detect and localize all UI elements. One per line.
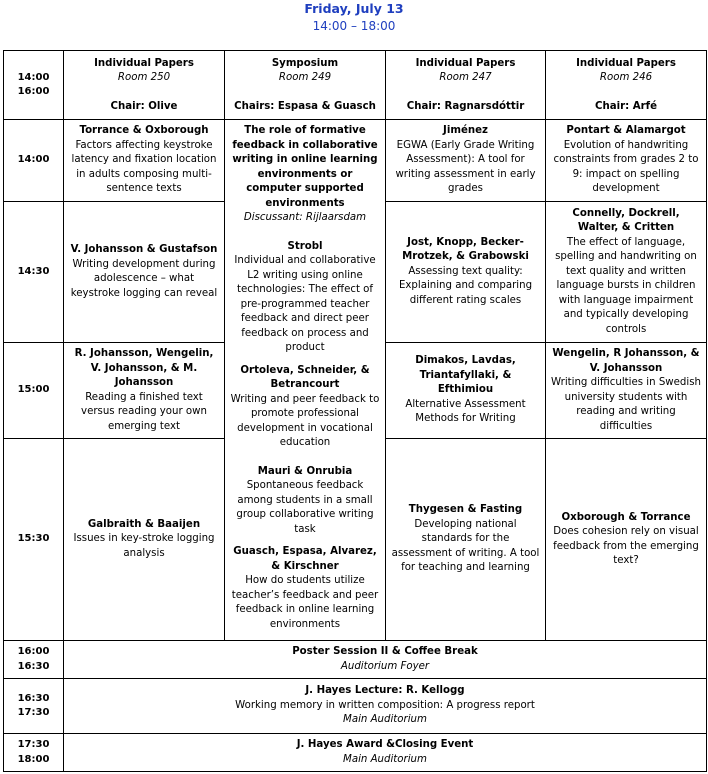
paper-cell: Dimakos, Lavdas, Triantafyllaki, & Efthimiou Alternative Assessment Methods for Writing: [386, 343, 546, 439]
time-cell: 15:00: [4, 343, 64, 439]
paper-cell: Connelly, Dockrell, Walter, & Critten The effect of language, spelling and handwriting on text quality and written language bursts in children with language impairment and typically developing controls: [546, 202, 707, 343]
paper-cell: Pontart & Alamargot Evolution of handwriting constraints from grades 2 to 9: impact on spelling development: [546, 120, 707, 202]
time-cell: 15:30: [4, 439, 64, 641]
time-cell: 17:30 18:00: [4, 734, 64, 772]
symposium-cell: The role of formative feedback in collaborative writing in online learning environments or computer supported environments Discussant: Rijlaarsdam Strobl Individual and collaborative L2 writing using online technologies: The effect of pre-programmed teacher feedback and direct peer feedback on process and product Ortoleva, Schneider, & Betrancourt Writing and peer feedback to promote professional development in vocational education Mauri & Onrubia Spontaneous feedback among students in a small group collaborative writing task Guasch, Espasa, Alvarez, & Kirschner How do students utilize teacher’s feedback and peer feedback in online learning environments: [225, 120, 386, 641]
paper-cell: R. Johansson, Wengelin, V. Johansson, & M. Johansson Reading a finished text versus reading your own emerging text: [64, 343, 225, 439]
closing-row: [4, 734, 707, 772]
paper-cell: Galbraith & Baaijen Issues in key-stroke logging analysis: [64, 439, 225, 641]
time-cell: 14:30: [4, 202, 64, 343]
column-header-room-250: Individual Papers Room 250 Chair: Olive: [64, 51, 225, 120]
column-header-room-249: Symposium Room 249 Chairs: Espasa & Guasch: [225, 51, 386, 120]
symposium-title: The role of formative feedback in collaborative writing in online learning environments or computer supported environments: [232, 125, 378, 209]
poster-session-cell: Poster Session II & Coffee Break Auditorium Foyer: [64, 641, 707, 679]
column-header-room-246: Individual Papers Room 246 Chair: Arfé: [546, 51, 707, 120]
paper-cell: Jost, Knopp, Becker-Mrotzek, & Grabowski Assessing text quality: Explaining and comparing different rating scales: [386, 202, 546, 343]
time-cell: 14:00: [4, 120, 64, 202]
paper-cell: Torrance & Oxborough Factors affecting keystroke latency and fixation location in adults composing multi-sentence texts: [64, 120, 225, 202]
session-header-row: [4, 51, 707, 120]
lecture-cell: J. Hayes Lecture: R. Kellogg Working memory in written composition: A progress report Main Auditorium: [64, 679, 707, 734]
symposium-discussant: Discussant: Rijlaarsdam: [243, 212, 367, 223]
lecture-row: [4, 679, 707, 734]
time-cell: 16:30 17:30: [4, 679, 64, 734]
poster-session-row: [4, 641, 707, 679]
day-title: Friday, July 13: [304, 1, 404, 16]
paper-cell: Oxborough & Torrance Does cohesion rely on visual feedback from the emerging text?: [546, 439, 707, 641]
paper-cell: Jiménez EGWA (Early Grade Writing Assessment): A tool for writing assessment in early grades: [386, 120, 546, 202]
column-header-room-247: Individual Papers Room 247 Chair: Ragnarsdóttir: [386, 51, 546, 120]
time-cell: 16:00 16:30: [4, 641, 64, 679]
time-range: 14:00 – 18:00: [312, 19, 396, 33]
closing-cell: J. Hayes Award &Closing Event Main Auditorium: [64, 734, 707, 772]
slot-row-1400: [4, 120, 707, 202]
time-cell: 14:00 16:00: [4, 51, 64, 120]
paper-cell: Thygesen & Fasting Developing national standards for the assessment of writing. A tool for teaching and learning: [386, 439, 546, 641]
schedule-table: [3, 50, 707, 772]
paper-cell: V. Johansson & Gustafson Writing development during adolescence – what keystroke logging can reveal: [64, 202, 225, 343]
paper-cell: Wengelin, R Johansson, & V. Johansson Writing difficulties in Swedish university students with reading and writing difficulties: [546, 343, 707, 439]
